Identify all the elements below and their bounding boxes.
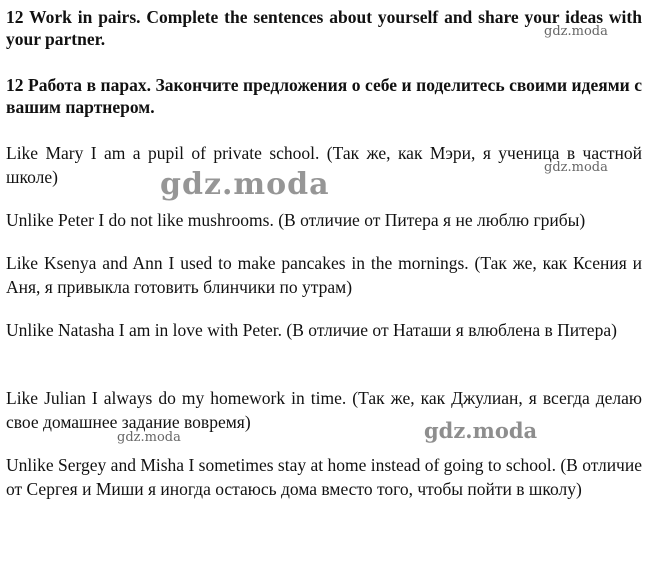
answer-item-6: Unlike Sergey and Misha I sometimes stay at home instead of going to school. (В отличие от Сергея и Миши я иногда остаюсь дома вместо того, чтобы пойти в школу) <box>6 455 642 499</box>
exercise-heading-english: 12 Work in pairs. Complete the sentences about yourself and share your ideas with your partner. <box>6 7 642 49</box>
answer-item-1: Like Mary I am a pupil of private school. (Так же, как Мэри, я ученица в частной школе) <box>6 143 642 187</box>
watermark-right: gdz.moda <box>544 160 608 175</box>
answer-item-3: Like Ksenya and Ann I used to make pancakes in the mornings. (Так же, как Ксения и Аня, я привыкла готовить блинчики по утрам) <box>6 253 642 297</box>
answer-item-2: Unlike Peter I do not like mushrooms. (В отличие от Питера я не люблю грибы) <box>6 210 586 230</box>
answer-item-4: Unlike Natasha I am in love with Peter. (В отличие от Наташи я влюблена в Питера) <box>6 320 617 340</box>
exercise-heading-russian: 12 Работа в парах. Закончите предложения о себе и поделитесь своими идеями с вашим партнером. <box>6 75 642 117</box>
answer-item-5: Like Julian I always do my homework in time. (Так же, как Джулиан, я всегда делаю свое домашнее задание вовремя) <box>6 388 642 432</box>
watermark-bottom-left: gdz.moda <box>117 430 181 445</box>
watermark-large: gdz.moda <box>160 167 330 202</box>
watermark-top-right: gdz.moda <box>544 24 608 39</box>
watermark-bottom-right: gdz.moda <box>424 418 538 443</box>
